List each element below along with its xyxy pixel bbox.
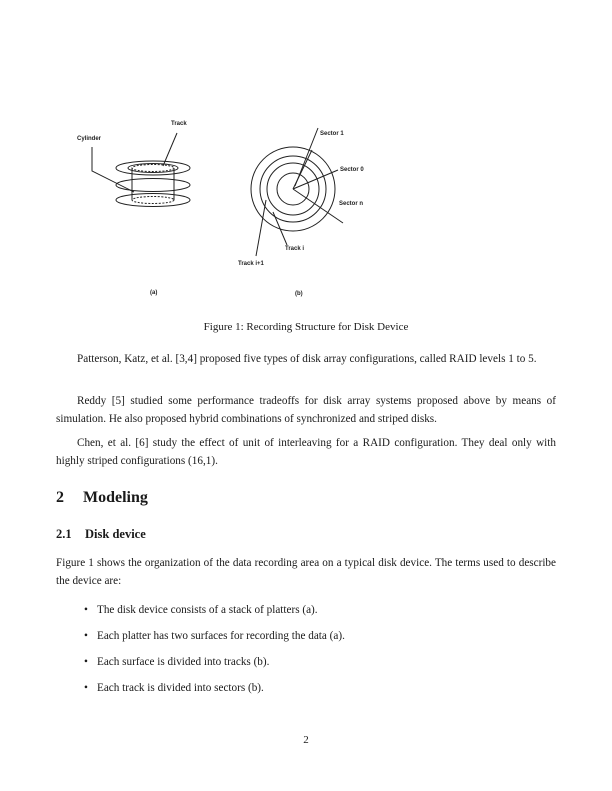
paragraph-reddy [56, 392, 556, 428]
list-item [84, 656, 269, 668]
paragraph-text: Reddy [5] studied some performance tradeoffs for disk array systems proposed above by means of simulation. He also proposed hybrid combinations of synchronized and striped disks. [56, 395, 556, 425]
track-i-pointer [273, 212, 287, 245]
paragraph-text: Chen, et al. [6] study the effect of unit of interleaving for a RAID configuration. They deal only with highly striped configurations (16,1). [56, 437, 556, 467]
track-pointer [163, 133, 177, 166]
bullet-icon: • [84, 630, 88, 642]
bullet-icon: • [84, 682, 88, 694]
section-heading [56, 489, 148, 507]
sector-1-pointer [295, 128, 318, 186]
page-number: 2 [303, 734, 309, 746]
section-number: 2 [56, 489, 64, 506]
label-sector-0: Sector 0 [340, 167, 364, 173]
subsection-title: Disk device [85, 527, 146, 541]
label-track-i: Track i [285, 246, 305, 252]
figure-caption: Figure 1: Recording Structure for Disk Device [203, 321, 409, 333]
label-sector-n: Sector n [339, 201, 364, 207]
paragraph-chen [56, 434, 556, 470]
label-sector-1: Sector 1 [320, 131, 344, 137]
paragraph-patterson [56, 350, 556, 368]
cylinder-pointer [92, 147, 134, 192]
bullet-icon: • [84, 656, 88, 668]
list-item [84, 682, 264, 694]
label-track-i1: Track i+1 [238, 261, 264, 267]
label-track: Track [171, 121, 187, 127]
label-cylinder: Cylinder [77, 136, 102, 142]
cylinder-top [132, 165, 174, 172]
list-item [84, 630, 345, 642]
label-panel-b: (b) [295, 291, 303, 297]
list-item-text: Each track is divided into sectors (b). [97, 682, 264, 694]
paragraph-text: Figure 1 shows the organization of the data recording area on a typical disk device. The terms used to describe the device are: [56, 557, 556, 587]
platter-middle [116, 179, 190, 192]
list-item-text: The disk device consists of a stack of platters (a). [97, 604, 318, 616]
cylinder-bottom [132, 197, 174, 204]
list-item-text: Each surface is divided into tracks (b). [97, 656, 270, 668]
subsection-number: 2.1 [56, 527, 72, 541]
list-item-text: Each platter has two surfaces for recording the data (a). [97, 630, 345, 642]
list-item [84, 604, 318, 616]
bullet-icon: • [84, 604, 88, 616]
section-title: Modeling [83, 489, 148, 506]
subsection-heading [56, 527, 146, 542]
paragraph-intro [56, 554, 556, 590]
label-panel-a: (a) [150, 290, 158, 296]
sector-line-n [293, 189, 343, 223]
paragraph-text: Patterson, Katz, et al. [3,4] proposed five types of disk array configurations, called RAID levels 1 to 5. [77, 353, 537, 365]
track-i1-pointer [256, 200, 266, 256]
platter-bottom [116, 194, 190, 207]
